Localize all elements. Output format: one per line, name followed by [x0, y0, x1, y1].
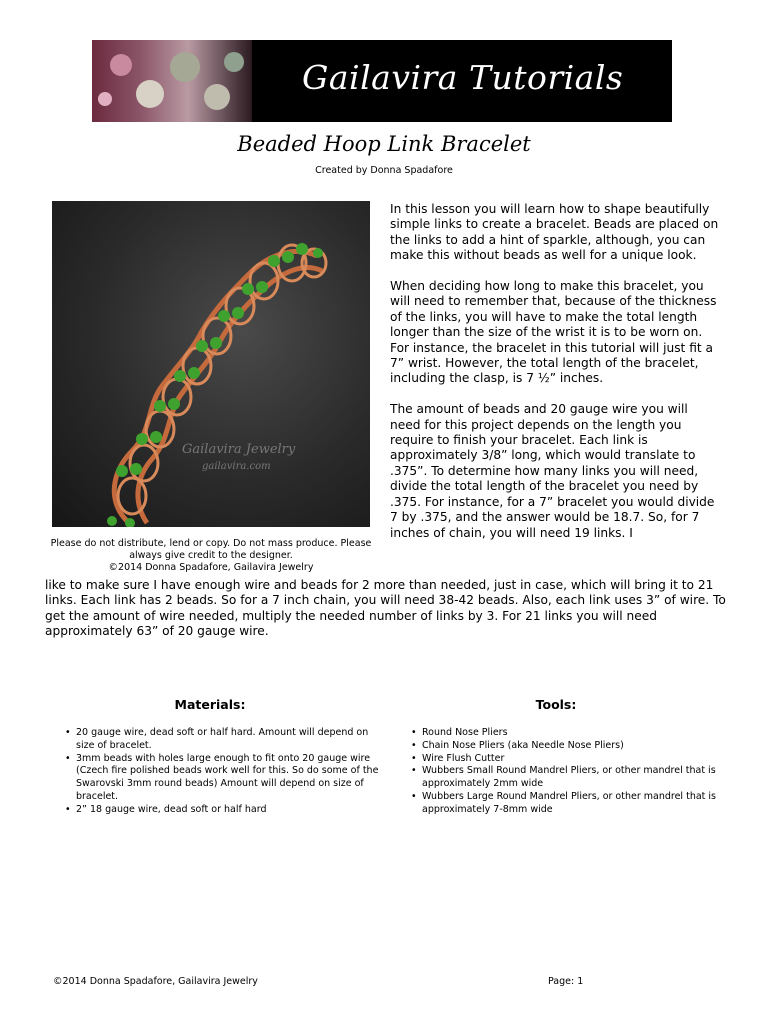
list-item: • Wubbers Small Round Mandrel Pliers, or other mandrel that is approximately 2mm wide — [409, 765, 719, 791]
paragraph: In this lesson you will learn how to shape beautifully simple links to create a bracelet. Beads are placed on the links to add a hint of sparkle, although, you can make this without beads as well for a unique look. — [390, 202, 719, 263]
paragraph-continued: like to make sure I have enough wire and beads for 2 more than needed, just in case, which will bring it to 21 links. Each link has 2 beads. So for a 7 inch chain, you will need 38-42 beads. Also, each link uses 3” of wire. To get the amount of wire needed, multiply the needed number of links by 3. For 21 links you will need approximately 63” of 20 gauge wire. — [45, 578, 726, 639]
tools-list — [409, 727, 719, 817]
caption-line: Please do not distribute, lend or copy. Do not mass produce. Please — [50, 538, 372, 549]
list-item: • 2” 18 gauge wire, dead soft or half hard — [63, 804, 381, 817]
page-number: Page: 1 — [548, 976, 584, 987]
caption-line: ©2014 Donna Spadafore, Gailavira Jewelry — [108, 562, 314, 574]
photo-caption — [40, 538, 382, 575]
header-banner — [92, 40, 672, 122]
footer-copyright: ©2014 Donna Spadafore, Gailavira Jewelry — [53, 976, 258, 987]
paragraph: The amount of beads and 20 gauge wire you will need for this project depends on the length you require to finish your bracelet. Each link is approximately 3/8” long, which would translate to .375”. To determine how many links you will need, divide the total length of the bracelet you need by .375. For instance, for a 7” bracelet you would divide 7 by .375, and the answer would be 18.7. So, for 7 inches of chain, you will need 19 links. I — [390, 402, 715, 540]
intro-text — [390, 202, 720, 556]
list-item: • Wire Flush Cutter — [409, 753, 719, 766]
byline: Created by Donna Spadafore — [315, 165, 453, 176]
bracelet-photo — [52, 201, 370, 527]
banner-title: Gailavira Tutorials — [302, 58, 624, 97]
beaded-jewelry-photo — [92, 40, 252, 122]
paragraph: When deciding how long to make this bracelet, you will need to remember that, because of the thickness of the links, you will have to make the total length longer than the size of the wrist it is to be worn on. For instance, the bracelet in this tutorial will just fit a 7” wrist. However, the total length of the bracelet, including the clasp, is 7 ½” inches. — [390, 279, 717, 386]
bracelet-illustration — [52, 201, 370, 527]
materials-heading: Materials: — [174, 697, 246, 712]
list-item: • 3mm beads with holes large enough to fit onto 20 gauge wire (Czech fire polished beads work well for this. So do some of the Swarovski 3mm round beads) Amount will depend on size of bracelet. — [63, 753, 381, 804]
watermark-text: Gailavira Jewelry — [182, 442, 296, 457]
page-title: Beaded Hoop Link Bracelet — [237, 132, 531, 156]
list-item: • Round Nose Pliers — [409, 727, 719, 740]
watermark-url: gailavira.com — [202, 461, 271, 472]
tools-heading: Tools: — [535, 697, 577, 712]
list-item: • 20 gauge wire, dead soft or half hard. Amount will depend on size of bracelet. — [63, 727, 381, 753]
list-item: • Chain Nose Pliers (aka Needle Nose Pliers) — [409, 740, 719, 753]
list-item: • Wubbers Large Round Mandrel Pliers, or other mandrel that is approximately 7-8mm wide — [409, 791, 719, 817]
materials-list — [63, 727, 381, 817]
caption-line: always give credit to the designer. — [129, 550, 293, 562]
